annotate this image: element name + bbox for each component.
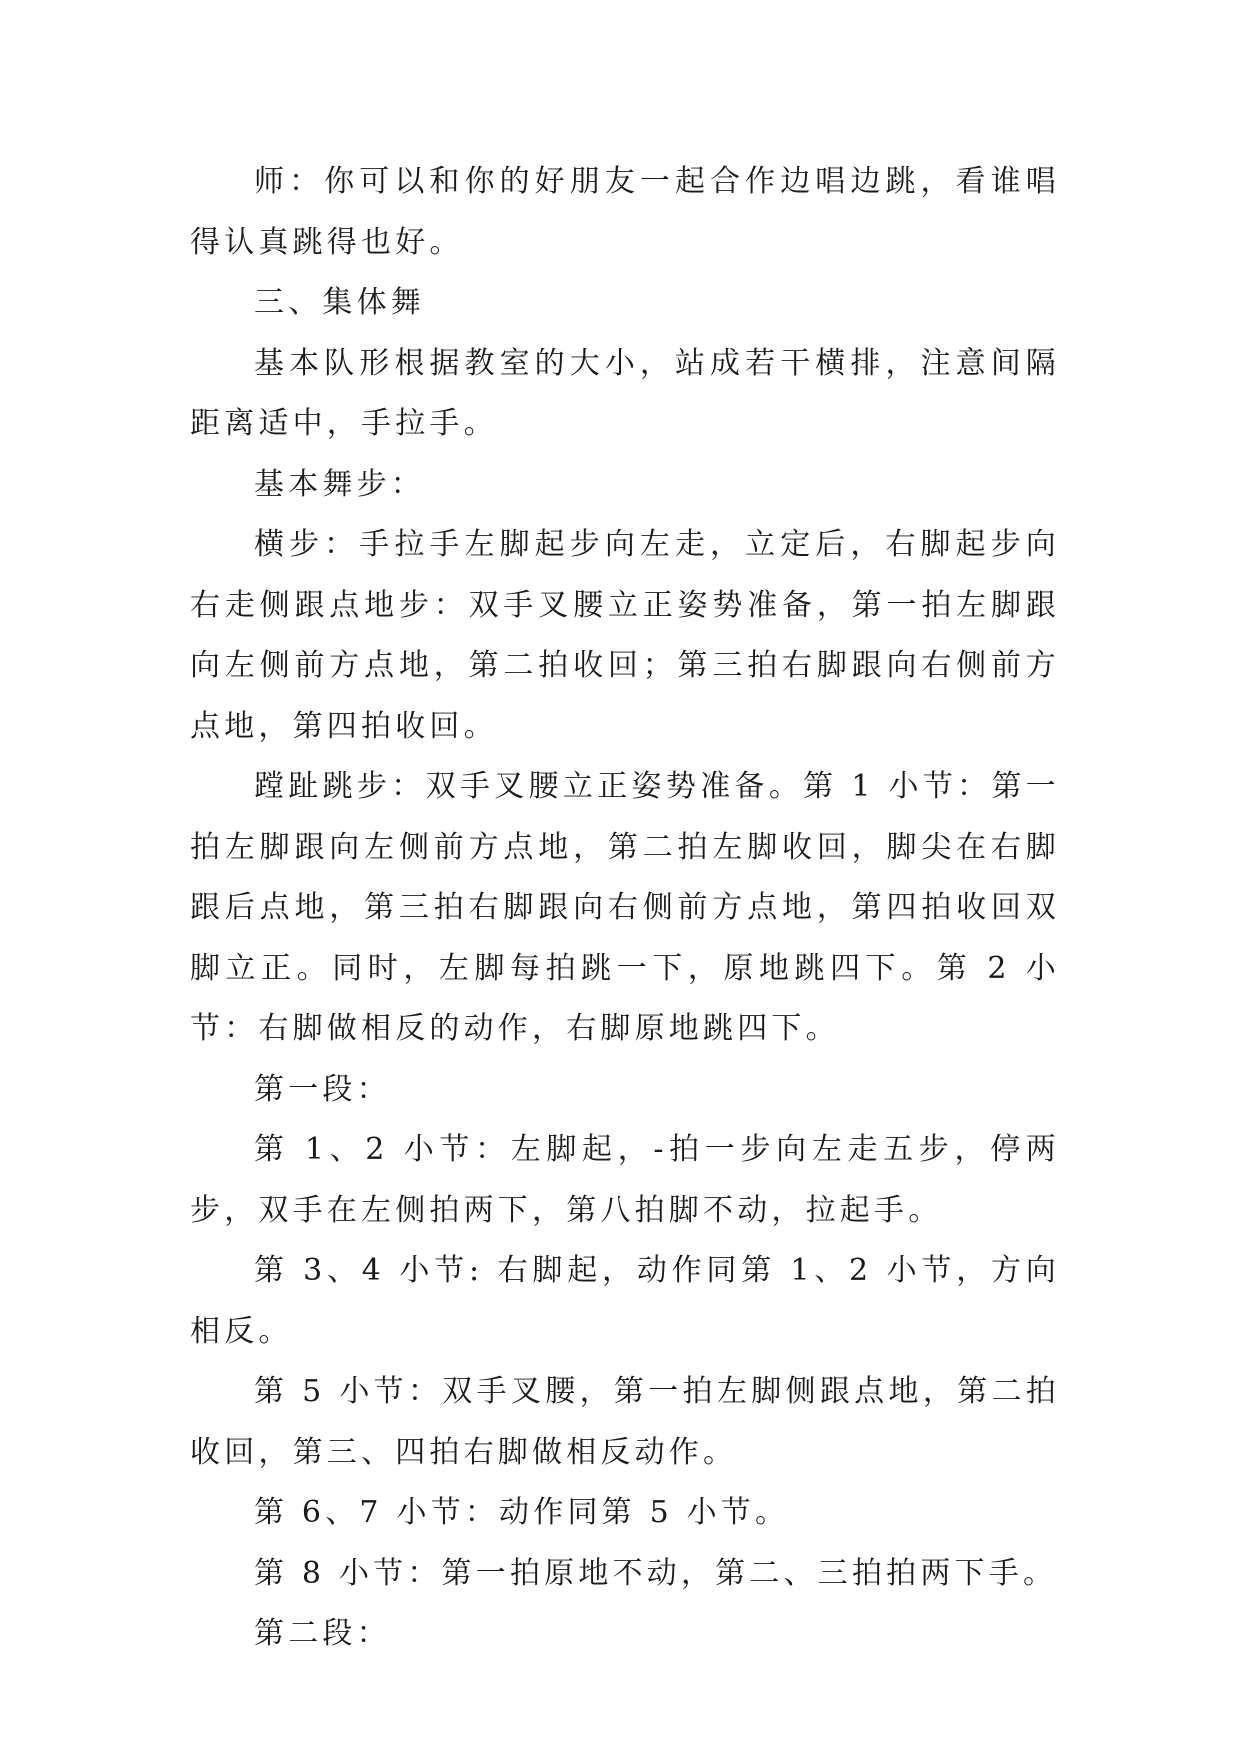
paragraph-teacher-instruction: 师：你可以和你的好朋友一起合作边唱边跳，看谁唱得认真跳得也好。: [190, 164, 1060, 260]
paragraph-side-step: 横步：手拉手左脚起步向左走，立定后，右脚起步向右走侧跟点地步：双手叉腰立正姿势准备，第一拍左脚跟向左侧前方点地，第二拍收回；第三拍右脚跟向右侧前方点地，第四拍收回。: [190, 527, 1060, 744]
document-body: [190, 152, 1060, 1665]
paragraph-toe-hop-step: 蹚趾跳步：双手叉腰立正姿势准备。第 1 小节：第一拍左脚跟向左侧前方点地，第二拍左脚收回，脚尖在右脚跟后点地，第三拍右脚跟向右侧前方点地，第四拍收回双脚立正。同时，左脚每拍跳一下，原地跳四下。第 2 小节：右脚做相反的动作，右脚原地跳四下。: [190, 769, 1060, 1046]
paragraph-formation: 基本队形根据教室的大小，站成若干横排，注意间隔距离适中，手拉手。: [190, 345, 1060, 441]
paragraph-bars-3-4: 第 3、4 小节: 右脚起，动作同第 1、2 小节，方向相反。: [190, 1253, 1060, 1349]
heading-basic-steps: 基本舞步：: [254, 466, 425, 502]
paragraph-bar-8: 第 8 小节：第一拍原地不动，第二、三拍拍两下手。: [254, 1555, 1058, 1591]
heading-part-one: 第一段：: [254, 1071, 391, 1107]
paragraph-bar-5: 第 5 小节：双手叉腰，第一拍左脚侧跟点地，第二拍收回，第三、四拍右脚做相反动作。: [190, 1374, 1060, 1470]
heading-part-two: 第二段：: [254, 1616, 391, 1651]
paragraph-bars-1-2: 第 1、2 小节：左脚起，-拍一步向左走五步，停两步，双手在左侧拍两下，第八拍脚不动，拉起手。: [190, 1132, 1060, 1228]
paragraph-bars-6-7: 第 6、7 小节：动作同第 5 小节。: [254, 1495, 790, 1530]
section-heading-group-dance: 三、集体舞: [254, 285, 425, 320]
